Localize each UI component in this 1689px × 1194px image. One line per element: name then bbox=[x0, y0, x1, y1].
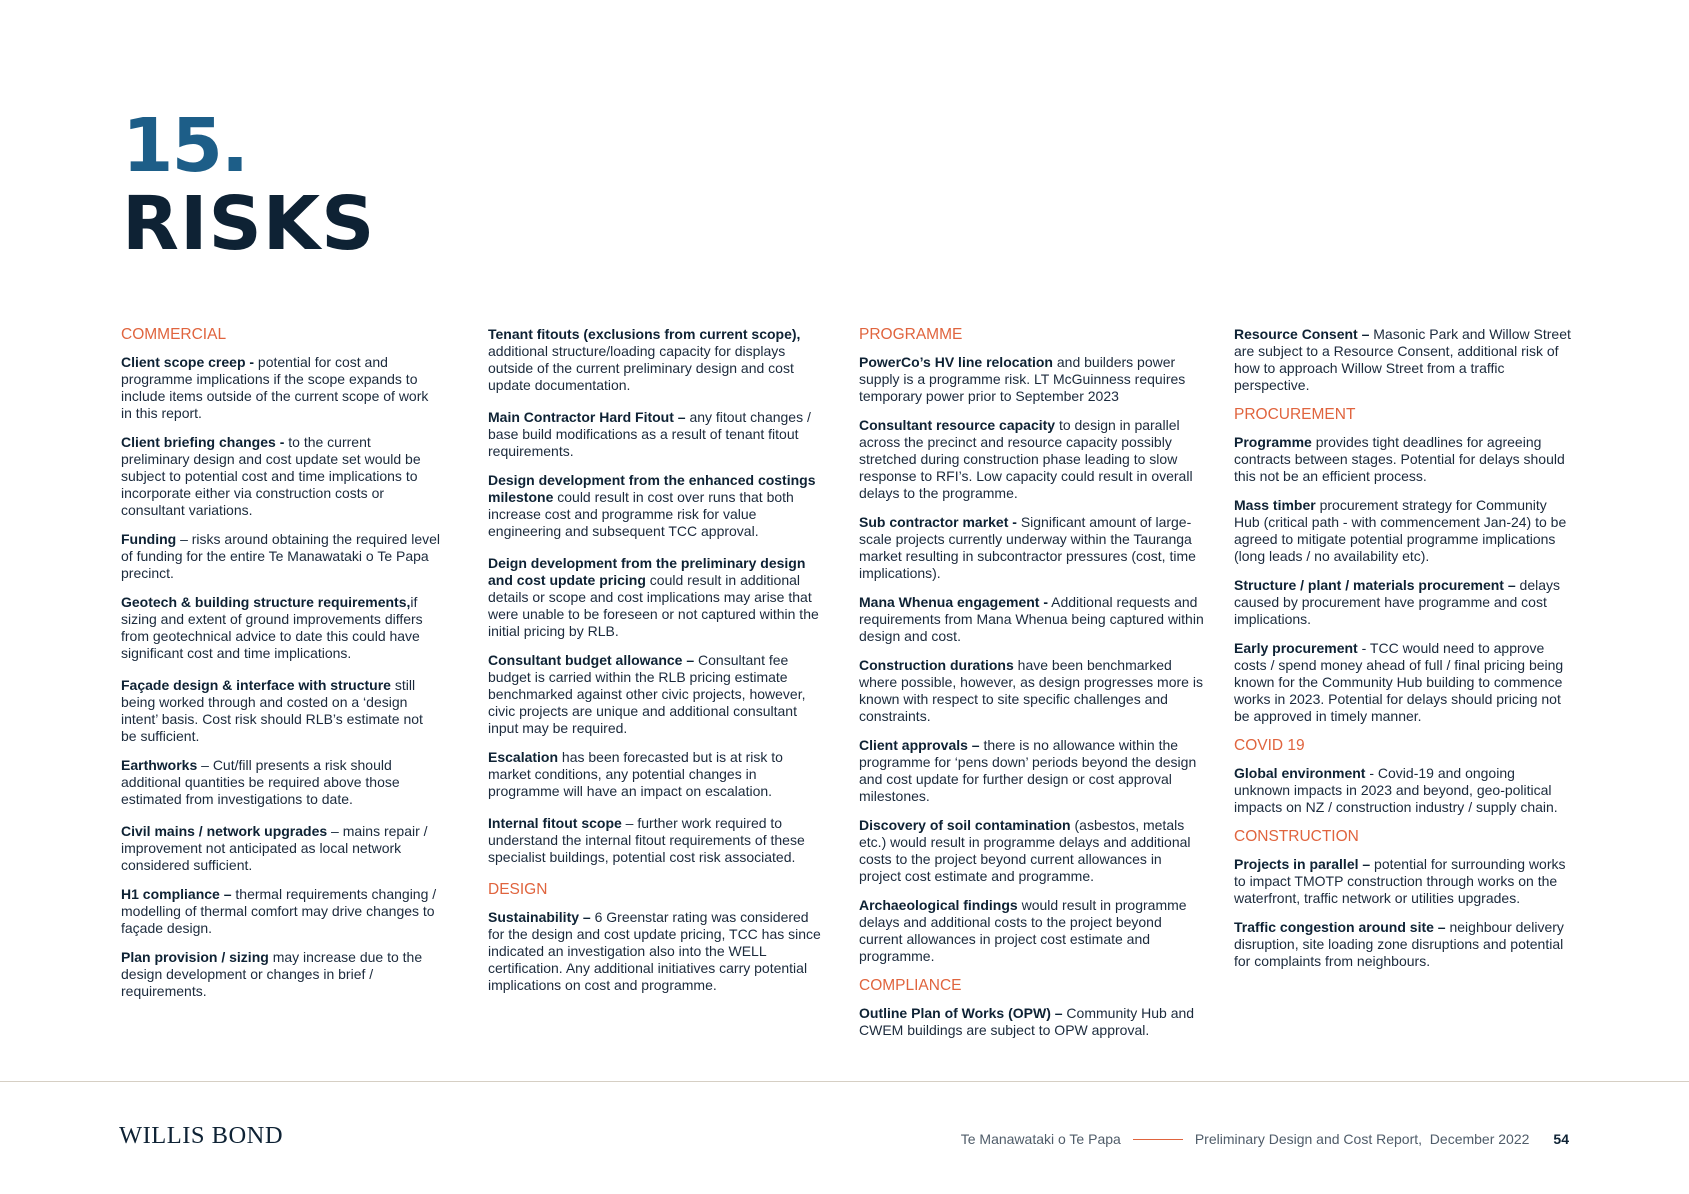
risk-item-title: Civil mains / network upgrades bbox=[121, 823, 328, 839]
risk-item-text: may increase due to the design development or changes in brief / requirements. bbox=[121, 949, 423, 999]
footer-project: Te Manawataki o Te Papa bbox=[960, 1131, 1121, 1147]
risk-item-text: procurement strategy for Community Hub (critical path - with commencement Jan-24) to be agreed to mitigate potential programme implications (long leads / no availability etc). bbox=[1234, 497, 1567, 564]
section-heading: PROCUREMENT bbox=[1234, 406, 1356, 423]
risk-item bbox=[1234, 326, 1574, 394]
risk-item-text: Significant amount of large-scale projects currently underway within the Tauranga market resulting in subcontractor pressures (cost, time implications). bbox=[859, 514, 1196, 581]
risk-item-title: Mass timber bbox=[1234, 497, 1316, 513]
risk-item-text: thermal requirements changing / modelling of thermal comfort may drive changes to façade design. bbox=[121, 886, 437, 936]
risk-item-title: Main Contractor Hard Fitout – bbox=[488, 409, 686, 425]
section-heading: COMMERCIAL bbox=[121, 326, 227, 343]
risk-item bbox=[859, 737, 1207, 805]
risk-item bbox=[488, 749, 828, 800]
footer-info bbox=[961, 1131, 1569, 1147]
risk-item-text: additional structure/loading capacity for displays outside of the current preliminary design and cost update documentation. bbox=[488, 343, 794, 393]
risk-item bbox=[1234, 856, 1574, 907]
risk-item-text: Community Hub and CWEM buildings are subject to OPW approval. bbox=[859, 1005, 1195, 1038]
risk-item-title: Escalation bbox=[488, 749, 559, 765]
risk-item-text: could result in cost over runs that both increase cost and programme risk for value engineering and subsequent TCC approval. bbox=[488, 489, 794, 539]
risk-item bbox=[859, 1005, 1207, 1039]
risk-item-title: Consultant resource capacity bbox=[859, 417, 1056, 433]
risk-item-title: Outline Plan of Works (OPW) – bbox=[859, 1005, 1063, 1021]
brand-logo: WILLIS BOND bbox=[119, 1122, 284, 1149]
risk-item-title: Geotech & building structure requirements, bbox=[121, 594, 411, 610]
risk-item bbox=[488, 815, 828, 866]
risk-column-4 bbox=[1234, 326, 1574, 982]
risk-item-title: Design development from the enhanced costings milestone bbox=[488, 472, 816, 505]
risk-item-title: Tenant fitouts (exclusions from current scope), bbox=[488, 326, 801, 342]
risk-item-title: Sustainability – bbox=[488, 909, 591, 925]
risk-item-text: there is no allowance within the programme for ‘pens down’ periods beyond the design and cost update for further design or cost approval milestones. bbox=[859, 737, 1197, 804]
risk-item-title: Global environment bbox=[1234, 765, 1366, 781]
risk-item bbox=[121, 757, 441, 808]
risk-item bbox=[488, 652, 828, 737]
risk-item bbox=[1234, 640, 1574, 725]
risk-item-title: Resource Consent – bbox=[1234, 326, 1370, 342]
risk-item-title: Sub contractor market - bbox=[859, 514, 1017, 530]
risk-item bbox=[488, 909, 828, 994]
risk-item-text: delays caused by procurement have programme and cost implications. bbox=[1234, 577, 1560, 627]
risk-item-title: Traffic congestion around site – bbox=[1234, 919, 1446, 935]
risk-item-text: could result in additional details or scope and cost implications may arise that were unable to be foreseen or not captured within the initial pricing by RLB. bbox=[488, 572, 819, 639]
risk-item bbox=[488, 409, 828, 460]
footer-report: Preliminary Design and Cost Report, December 2022 bbox=[1194, 1131, 1530, 1147]
risk-item bbox=[121, 886, 441, 937]
risk-item-text: potential for cost and programme implications if the scope expands to include items outside of the current scope of work in this report. bbox=[121, 354, 429, 421]
risk-item-text: – further work required to understand the internal fitout requirements of these specialist buildings, potential cost risk associated. bbox=[488, 815, 805, 865]
risk-item-title: Plan provision / sizing bbox=[121, 949, 269, 965]
risk-item-text: Masonic Park and Willow Street are subject to a Resource Consent, additional risk of how to approach Willow Street from a traffic perspective. bbox=[1234, 326, 1571, 393]
risk-item bbox=[121, 354, 441, 422]
risk-column-1 bbox=[121, 326, 441, 1012]
risk-item-title: Consultant budget allowance – bbox=[488, 652, 695, 668]
risk-item-text: neighbour delivery disruption, site loading zone disruptions and potential for complaints from neighbours. bbox=[1234, 919, 1564, 969]
risk-item-text: (asbestos, metals etc.) would result in programme delays and additional costs to the project beyond current allowances in project cost estimate and programme. bbox=[859, 817, 1191, 884]
risk-item-title: Funding bbox=[121, 531, 177, 547]
risk-item bbox=[488, 472, 828, 540]
section-heading: DESIGN bbox=[488, 881, 548, 898]
risk-item bbox=[859, 897, 1207, 965]
risk-item-title: Client approvals – bbox=[859, 737, 980, 753]
risk-item-text: – risks around obtaining the required level of funding for the entire Te Manawataki o Te Papa precinct. bbox=[121, 531, 441, 581]
risk-item-title: Deign development from the preliminary design and cost update pricing bbox=[488, 555, 806, 588]
section-heading: PROGRAMME bbox=[859, 326, 963, 343]
section-heading: COVID 19 bbox=[1234, 737, 1305, 754]
risk-item bbox=[859, 417, 1207, 502]
risk-item bbox=[121, 531, 441, 582]
risk-item-text: would result in programme delays and additional costs to the project beyond current allowances in project cost estimate and programme. bbox=[859, 897, 1187, 964]
page-number: 54 bbox=[1553, 1131, 1569, 1147]
risk-item-text: has been forecasted but is at risk to market conditions, any potential changes in programme will have an impact on escalation. bbox=[488, 749, 783, 799]
risk-item-text: to the current preliminary design and cost update set would be subject to potential cost and time implications to incorporate either via construction costs or consultant variations. bbox=[121, 434, 421, 518]
risk-item-title: H1 compliance – bbox=[121, 886, 232, 902]
risk-item bbox=[859, 817, 1207, 885]
risk-item-text: if sizing and extent of ground improvements differs from geotechnical advice to date this could have significant cost and time implications. bbox=[121, 594, 423, 661]
risk-item bbox=[121, 949, 441, 1000]
risk-item-text: provides tight deadlines for agreeing contracts between stages. Potential for delays should this not be an efficient process. bbox=[1234, 434, 1565, 484]
risk-item-title: Mana Whenua engagement - bbox=[859, 594, 1049, 610]
risk-item bbox=[859, 594, 1207, 645]
risk-item bbox=[1234, 577, 1574, 628]
risk-item-text: - TCC would need to approve costs / spend money ahead of full / final pricing being known for the Community Hub building to commence works in 2023. Potential for delays should pricing not be approved in timely manner. bbox=[1234, 640, 1564, 724]
risk-item-title: Early procurement bbox=[1234, 640, 1358, 656]
risk-item-text: Additional requests and requirements from Mana Whenua being captured within design and cost. bbox=[859, 594, 1204, 644]
risk-item-title: Client scope creep - bbox=[121, 354, 255, 370]
risk-item bbox=[121, 594, 441, 662]
risk-item-title: PowerCo’s HV line relocation bbox=[859, 354, 1053, 370]
risk-column-3 bbox=[859, 326, 1207, 1051]
risk-item-text: have been benchmarked where possible, however, as design progresses more is known with respect to site specific challenges and constraints. bbox=[859, 657, 1203, 724]
risk-item bbox=[1234, 765, 1574, 816]
risk-item-title: Internal fitout scope bbox=[488, 815, 622, 831]
risk-item-title: Discovery of soil contamination bbox=[859, 817, 1071, 833]
footer-separator bbox=[1133, 1139, 1183, 1140]
risk-item-title: Archaeological findings bbox=[859, 897, 1018, 913]
risk-item-title: Façade design & interface with structure bbox=[121, 677, 391, 693]
section-heading: CONSTRUCTION bbox=[1234, 828, 1359, 845]
risk-item bbox=[1234, 434, 1574, 485]
risk-item bbox=[1234, 497, 1574, 565]
footer-divider bbox=[0, 1081, 1689, 1082]
risk-item-title: Earthworks bbox=[121, 757, 198, 773]
risk-item-title: Construction durations bbox=[859, 657, 1014, 673]
risk-item-text: still being worked through and costed on a ‘design intent’ basis. Cost risk should RLB’s estimate not be sufficient. bbox=[121, 677, 423, 744]
page-title bbox=[122, 103, 376, 267]
risk-item-text: any fitout changes / base build modifications as a result of tenant fitout requirements. bbox=[488, 409, 811, 459]
risk-item bbox=[859, 514, 1207, 582]
risk-item-text: to design in parallel across the precinct and resource capacity possibly stretched during construction phase leading to slow response to RFI’s. Low capacity could result in overall delays to the programme. bbox=[859, 417, 1193, 501]
risk-item-title: Programme bbox=[1234, 434, 1312, 450]
risk-item-text: Consultant fee budget is carried within the RLB pricing estimate benchmarked against other civic projects, however, civic projects are unique and additional consultant input may be required. bbox=[488, 652, 806, 736]
risk-item bbox=[121, 434, 441, 519]
section-heading: COMPLIANCE bbox=[859, 977, 962, 994]
risk-column-2 bbox=[488, 326, 828, 1006]
risk-item bbox=[859, 354, 1207, 405]
risk-item bbox=[488, 555, 828, 640]
section-number: 15. bbox=[122, 103, 248, 189]
risk-item-text: – mains repair / improvement not anticipated as local network considered sufficient. bbox=[121, 823, 428, 873]
risk-item-text: – Cut/fill presents a risk should additional quantities be required above those estimated from investigations to date. bbox=[121, 757, 400, 807]
risk-item-title: Projects in parallel – bbox=[1234, 856, 1371, 872]
risk-item-text: potential for surrounding works to impact TMOTP construction through works on the waterfront, traffic network or utilities upgrades. bbox=[1234, 856, 1566, 906]
section-title: RISKS bbox=[122, 181, 376, 267]
risk-item-text: 6 Greenstar rating was considered for the design and cost update pricing, TCC has since indicated an investigation also into the WELL certification. Any additional initiatives carry potential implications on cost and programme. bbox=[488, 909, 821, 993]
risk-item bbox=[121, 677, 441, 745]
risk-item bbox=[121, 823, 441, 874]
risk-item-text: - Covid-19 and ongoing unknown impacts in 2023 and beyond, geo-political impacts on NZ / construction industry / supply chain. bbox=[1234, 765, 1558, 815]
risk-item-text: and builders power supply is a programme risk. LT McGuinness requires temporary power prior to September 2023 bbox=[859, 354, 1186, 404]
risk-item bbox=[488, 326, 828, 394]
risk-item-title: Structure / plant / materials procurement – bbox=[1234, 577, 1516, 593]
risk-item-title: Client briefing changes - bbox=[121, 434, 285, 450]
risk-item bbox=[1234, 919, 1574, 970]
risk-item bbox=[859, 657, 1207, 725]
